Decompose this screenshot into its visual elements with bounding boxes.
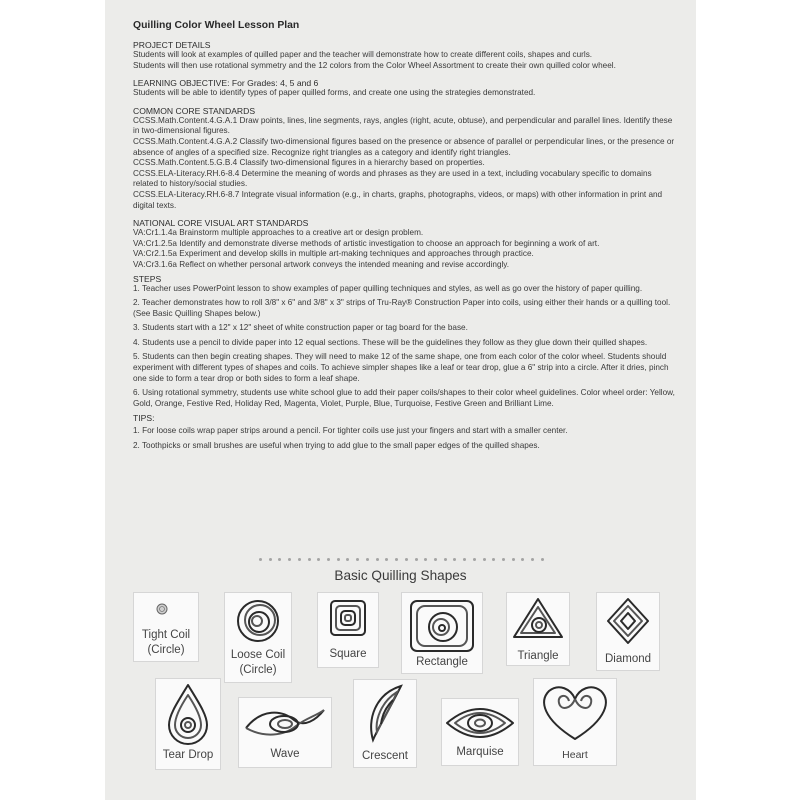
shape-label: Square — [329, 648, 367, 660]
steps-heading: STEPS — [133, 273, 162, 284]
visual-art-heading: NATIONAL CORE VISUAL ART STANDARDS — [133, 218, 309, 229]
shape-card-marquise — [441, 698, 519, 766]
steps-section — [133, 274, 678, 410]
tip-item: 1. For loose coils wrap paper strips around a pencil. For tighter coils use just your fingers and start with a smaller center. — [133, 426, 568, 436]
shape-card-diamond — [596, 592, 660, 671]
visual-art-item: VA:Cr1.2.5a Identify and demonstrate diverse methods of artistic investigation to choose an approach for beginning a work of art. — [133, 238, 600, 248]
visual-art-item: VA:Cr3.1.6a Reflect on whether personal artwork conveys the intended meaning and revise accordingly. — [133, 259, 510, 269]
project-heading: PROJECT DETAILS — [133, 40, 211, 50]
lesson-plan-sheet — [105, 0, 696, 800]
shape-label: Rectangle — [416, 656, 468, 668]
crescent-icon — [353, 680, 417, 746]
shape-card-tight-coil — [133, 592, 199, 662]
shape-card-heart — [533, 678, 617, 766]
common-core-item: CCSS.ELA-Literacy.RH.6-8.4 Determine the meaning of words and phrases as they are used in a text, including vocabulary specific to domains related to history/social studies. — [133, 168, 652, 189]
rectangle-icon — [401, 593, 483, 655]
shape-label: Loose Coil — [230, 649, 286, 661]
tear-drop-icon — [155, 679, 221, 747]
shape-label: Diamond — [604, 653, 652, 665]
triangle-icon — [506, 593, 570, 645]
tip-item: 2. Toothpicks or small brushes are useful when trying to add glue to the small paper edges of the quilled shapes. — [133, 441, 540, 451]
shape-card-tear-drop — [155, 678, 221, 770]
dotted-divider — [259, 557, 544, 561]
tips-section — [133, 413, 678, 451]
step-item: 5. Students can then begin creating shapes. They will need to make 12 of the same shape, one from each color of the color wheel. Students should experiment with different types of shapes and coils. To achieve simpler shapes like a leaf or tear drop, glue a 6" strip into a circle. After it dries, pinch one side to form a tear drop or both sides to form a leaf shape. — [133, 352, 669, 383]
visual-art-item: VA:Cr1.1.4a Brainstorm multiple approaches to a creative art or design problem. — [133, 228, 424, 238]
shape-card-loose-coil — [224, 592, 292, 683]
step-item: 4. Students use a pencil to divide paper into 12 equal sections. These will be the guidelines they follow as they glue down their quilled shapes. — [133, 337, 648, 347]
objective-grades: For Grades: 4, 5 and 6 — [229, 78, 319, 89]
visual-art-section — [133, 218, 678, 270]
shape-label: Crescent — [361, 750, 409, 762]
shape-label: Wave — [270, 748, 300, 760]
marquise-icon — [441, 699, 519, 745]
shape-label: Tear Drop — [162, 749, 214, 761]
learning-objective-section — [133, 78, 678, 99]
step-item: 2. Teacher demonstrates how to roll 3/8" x 6" and 3/8" x 3" strips of Tru-Ray® Construction Paper into coils, using either their hands or a quilling tool. (See Basic Quilling Shapes below.) — [133, 298, 671, 318]
loose-coil-icon — [224, 593, 292, 651]
tips-heading: TIPS: — [133, 413, 155, 424]
step-item: 1. Teacher uses PowerPoint lesson to show examples of paper quilling techniques and styles, as well as go over the history of paper quilling. — [133, 283, 643, 293]
step-item: 3. Students start with a 12" x 12" sheet of white construction paper or tag board for the base. — [133, 323, 468, 333]
common-core-item: CCSS.ELA-Literacy.RH.6-8.7 Integrate visual information (e.g., in charts, graphs, photographs, videos, or maps) with other information in print and digital texts. — [133, 189, 663, 210]
project-details-section — [133, 40, 678, 71]
shape-label: (Circle) — [239, 664, 277, 676]
shape-card-crescent — [353, 679, 417, 768]
shapes-title: Basic Quilling Shapes — [334, 568, 467, 583]
diamond-icon — [596, 593, 660, 649]
document-title: Quilling Color Wheel Lesson Plan — [133, 20, 300, 31]
step-item: 6. Using rotational symmetry, students use white school glue to add their paper coils/shapes to their color wheel guidelines. Color wheel order: Yellow, Gold, Orange, Festive Red, Holiday Red, Magenta, Violet, Purple, Blue, Turquoise, Festive Green and Brilliant Lime. — [133, 388, 675, 408]
shape-card-square — [317, 592, 379, 668]
project-line: Students will look at examples of quilled paper and the teacher will demonstrate how to create different coils, shapes and curls. — [133, 50, 593, 59]
project-line: Students will then use rotational symmetry and the 12 colors from the Color Wheel Assortment to create their own quilled color wheel. — [133, 60, 616, 70]
wave-icon — [238, 698, 332, 746]
lesson-text — [133, 20, 678, 459]
shape-card-rectangle — [401, 592, 483, 674]
heart-icon — [533, 679, 617, 747]
objective-heading-line — [133, 78, 678, 88]
shape-card-triangle — [506, 592, 570, 666]
visual-art-item: VA:Cr2.1.5a Experiment and develop skills in multiple art-making techniques and approaches through practice. — [133, 249, 534, 259]
common-core-item: CCSS.Math.Content.4.G.A.2 Classify two-dimensional figures based on the presence or absence of parallel or perpendicular lines, or the presence or absence of angles of a specified size. Recognize right triangles as a category and identify right triangles. — [133, 136, 675, 157]
common-core-item: CCSS.Math.Content.4.G.A.1 Draw points, lines, line segments, rays, angles (right, acute, obtuse), and perpendicular and parallel lines. Identify these in two-dimensional figures. — [133, 115, 673, 136]
shape-card-wave — [238, 697, 332, 768]
common-core-section — [133, 106, 678, 211]
shape-label: Marquise — [456, 746, 504, 758]
shape-label: Triangle — [517, 650, 559, 662]
objective-heading: LEARNING OBJECTIVE: — [133, 78, 230, 89]
objective-text: Students will be able to identify types of paper quilled forms, and create one using the strategies demonstrated. — [133, 88, 536, 98]
square-icon — [317, 593, 379, 643]
common-core-item: CCSS.Math.Content.5.G.B.4 Classify two-dimensional figures in a hierarchy based on properties. — [133, 158, 485, 168]
shape-label: Heart — [562, 749, 588, 761]
shape-label: Tight Coil — [141, 629, 191, 641]
tight-coil-icon — [133, 593, 199, 629]
shape-label: (Circle) — [147, 644, 185, 656]
common-core-heading: COMMON CORE STANDARDS — [133, 105, 256, 116]
